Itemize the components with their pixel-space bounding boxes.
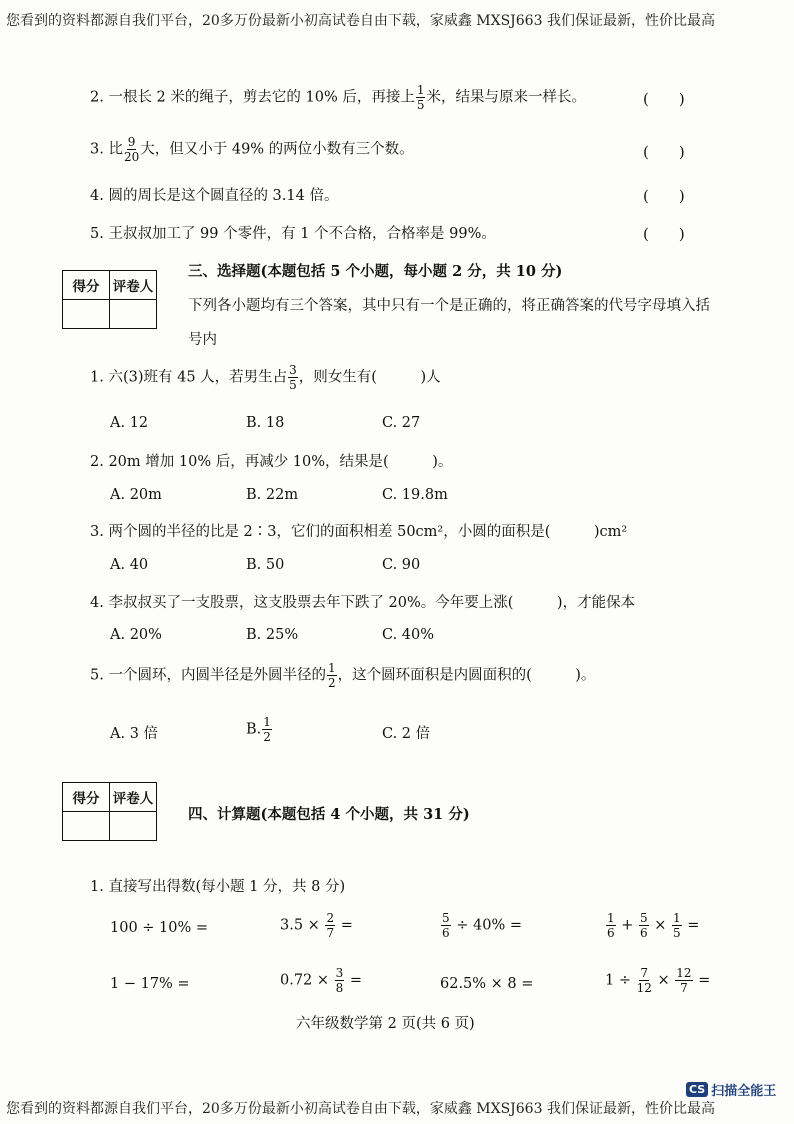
mcq-question-3: 3. 两个圆的半径的比是 2∶3，它们的面积相差 50cm²，小圆的面积是( )cm² <box>90 524 628 540</box>
score-header: 得分 <box>63 271 110 300</box>
fraction: $\frac{1}{2}$ <box>263 715 271 744</box>
answer-paren[interactable]: ( ) <box>643 225 685 243</box>
mcq2-option-a[interactable]: A. 20m <box>110 487 162 503</box>
scanner-logo <box>686 1080 776 1099</box>
cs-logo-icon: CS <box>686 1082 708 1097</box>
section4-sub1: 1. 直接写出得数(每小题 1 分，共 8 分) <box>90 879 346 895</box>
calc-r2c1: 1 − 17% = <box>110 976 190 992</box>
mcq5-option-a[interactable]: A. 3 倍 <box>110 726 159 742</box>
calc-r2c2: 0.72 × $\frac{3}{8}$ = <box>280 966 363 995</box>
score-cell[interactable] <box>63 812 110 841</box>
judge-question-4: 4. 圆的周长是这个圆直径的 3.14 倍。 <box>90 188 339 204</box>
section3-instruction: 下列各小题均有三个答案，其中只有一个是正确的，将正确答案的代号字母填入括 <box>188 298 710 314</box>
mcq4-option-c[interactable]: C. 40% <box>382 627 435 643</box>
fraction: $\frac{3}{5}$ <box>289 363 297 392</box>
top-banner: 您看到的资料都源自我们平台，20多万份最新小初高试卷自由下载，家威鑫 MXSJ663 我们保证最新，性价比最高 <box>6 13 715 29</box>
mcq1-option-a[interactable]: A. 12 <box>110 415 149 431</box>
calc-r1c1: 100 ÷ 10% = <box>110 920 209 936</box>
grader-header: 评卷人 <box>110 783 157 812</box>
calc-r2c3: 62.5% × 8 = <box>440 976 534 992</box>
judge-question-3: 3. 比 $\frac{9}{20}$ 大，但又小于 49% 的两位小数有三个数。 <box>90 135 414 164</box>
answer-paren[interactable]: ( ) <box>643 90 685 108</box>
grader-header: 评卷人 <box>110 271 157 300</box>
score-table-section4 <box>62 782 157 841</box>
score-header: 得分 <box>63 783 110 812</box>
mcq1-option-b[interactable]: B. 18 <box>246 415 285 431</box>
mcq3-option-c[interactable]: C. 90 <box>382 557 421 573</box>
judge-q2-text-b: 米，结果与原来一样长。 <box>426 89 586 106</box>
mcq3-option-a[interactable]: A. 40 <box>110 557 149 573</box>
mcq1-option-c[interactable]: C. 27 <box>382 415 421 431</box>
judge-q2-text-a: 2. 一根长 2 米的绳子，剪去它的 10% 后，再接上 <box>90 89 415 106</box>
judge-question-2 <box>90 84 586 111</box>
section4-title: 四、计算题(本题包括 4 个小题，共 31 分) <box>188 806 470 823</box>
fraction: $\frac{1}{2}$ <box>327 661 336 690</box>
mcq-question-2: 2. 20m 增加 10% 后，再减少 10%，结果是( )。 <box>90 454 453 470</box>
score-cell[interactable] <box>63 300 110 329</box>
mcq5-option-b[interactable]: B. $\frac{1}{2}$ <box>246 715 271 744</box>
mcq-question-1: 1. 六(3)班有 45 人，若男生占 $\frac{3}{5}$ ，则女生有( )人 <box>90 363 441 392</box>
section3-instruction-cont: 号内 <box>188 332 217 348</box>
mcq5-option-c[interactable]: C. 2 倍 <box>382 726 431 742</box>
judge-question-5: 5. 王叔叔加工了 99 个零件，有 1 个不合格，合格率是 99%。 <box>90 226 496 242</box>
section3-title: 三、选择题(本题包括 5 个小题，每小题 2 分，共 10 分) <box>188 263 563 280</box>
fraction: $\frac{9}{20}$ <box>123 135 140 164</box>
page-footer: 六年级数学第 2 页(共 6 页) <box>296 1016 475 1032</box>
mcq-question-4: 4. 李叔叔买了一支股票，这支股票去年下跌了 20%。今年要上涨( )，才能保本 <box>90 595 636 611</box>
calc-r1c4: $\frac{1}{6}$ + $\frac{5}{6}$ × $\frac{1}{5}$ = <box>607 911 700 940</box>
calc-r1c3: $\frac{5}{6}$ ÷ 40% = <box>442 911 522 940</box>
calc-r2c4: 1 ÷ $\frac{7}{12}$ × $\frac{12}{7}$ = <box>605 966 711 995</box>
fraction: $\frac{1}{5}$ <box>416 83 425 112</box>
calc-r1c2: 3.5 × $\frac{2}{7}$ = <box>280 911 353 940</box>
mcq3-option-b[interactable]: B. 50 <box>246 557 285 573</box>
grader-cell[interactable] <box>110 300 157 329</box>
mcq2-option-b[interactable]: B. 22m <box>246 487 299 503</box>
grader-cell[interactable] <box>110 812 157 841</box>
mcq4-option-b[interactable]: B. 25% <box>246 627 299 643</box>
mcq4-option-a[interactable]: A. 20% <box>110 627 162 643</box>
score-table-section3 <box>62 270 157 329</box>
logo-text: 扫描全能王 <box>711 1084 777 1099</box>
mcq-question-5: 5. 一个圆环，内圆半径是外圆半径的 $\frac{1}{2}$ ，这个圆环面积是内圆面积的( )。 <box>90 661 596 690</box>
bottom-banner: 您看到的资料都源自我们平台，20多万份最新小初高试卷自由下载，家威鑫 MXSJ663 我们保证最新，性价比最高 <box>6 1101 715 1117</box>
answer-paren[interactable]: ( ) <box>643 187 685 205</box>
answer-paren[interactable]: ( ) <box>643 143 685 161</box>
mcq2-option-c[interactable]: C. 19.8m <box>382 487 448 503</box>
